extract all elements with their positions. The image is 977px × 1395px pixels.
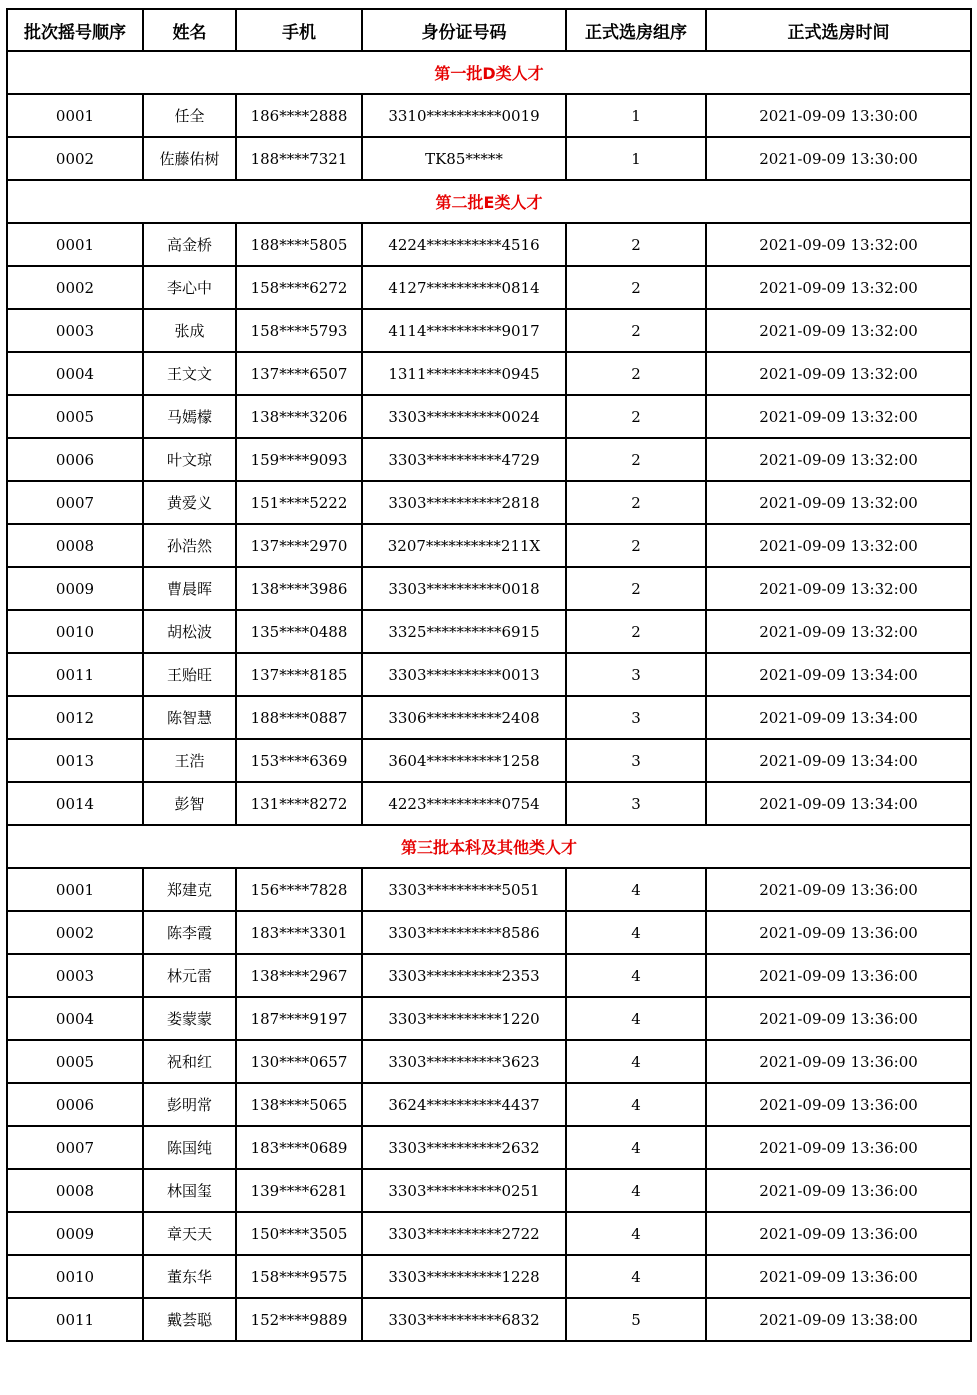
phone-cell: 135****0488 <box>236 610 362 653</box>
group-cell: 4 <box>566 1083 706 1126</box>
id-cell: 3303**********0024 <box>362 395 566 438</box>
phone-cell: 150****3505 <box>236 1212 362 1255</box>
time-cell: 2021-09-09 13:34:00 <box>706 653 971 696</box>
seq-cell: 0001 <box>7 868 143 911</box>
name-cell: 彭智 <box>143 782 236 825</box>
seq-cell: 0005 <box>7 1040 143 1083</box>
group-cell: 3 <box>566 739 706 782</box>
id-cell: 3325**********6915 <box>362 610 566 653</box>
table-row <box>7 137 971 180</box>
time-cell: 2021-09-09 13:36:00 <box>706 1169 971 1212</box>
group-cell: 2 <box>566 395 706 438</box>
table-row <box>7 1212 971 1255</box>
seq-cell: 0014 <box>7 782 143 825</box>
table-row <box>7 782 971 825</box>
name-cell: 马嫣檬 <box>143 395 236 438</box>
name-cell: 彭明常 <box>143 1083 236 1126</box>
name-cell: 王文文 <box>143 352 236 395</box>
phone-cell: 158****9575 <box>236 1255 362 1298</box>
table-row <box>7 94 971 137</box>
phone-cell: 137****6507 <box>236 352 362 395</box>
name-cell: 陈智慧 <box>143 696 236 739</box>
time-cell: 2021-09-09 13:36:00 <box>706 911 971 954</box>
id-cell: 3303**********2818 <box>362 481 566 524</box>
name-cell: 王贻旺 <box>143 653 236 696</box>
group-cell: 2 <box>566 223 706 266</box>
name-cell: 陈国纯 <box>143 1126 236 1169</box>
time-cell: 2021-09-09 13:32:00 <box>706 395 971 438</box>
id-cell: 3303**********2632 <box>362 1126 566 1169</box>
name-cell: 郑建克 <box>143 868 236 911</box>
time-cell: 2021-09-09 13:36:00 <box>706 1083 971 1126</box>
time-cell: 2021-09-09 13:34:00 <box>706 696 971 739</box>
time-cell: 2021-09-09 13:30:00 <box>706 94 971 137</box>
name-cell: 林国玺 <box>143 1169 236 1212</box>
group-cell: 2 <box>566 266 706 309</box>
seq-cell: 0012 <box>7 696 143 739</box>
name-cell: 娄蒙蒙 <box>143 997 236 1040</box>
id-cell: 3207**********211X <box>362 524 566 567</box>
table-row <box>7 395 971 438</box>
section-title: 第一批D类人才 <box>7 51 971 94</box>
group-cell: 3 <box>566 653 706 696</box>
table-row <box>7 438 971 481</box>
seq-cell: 0003 <box>7 954 143 997</box>
phone-cell: 156****7828 <box>236 868 362 911</box>
seq-cell: 0009 <box>7 567 143 610</box>
group-cell: 3 <box>566 696 706 739</box>
phone-cell: 152****9889 <box>236 1298 362 1341</box>
time-cell: 2021-09-09 13:32:00 <box>706 438 971 481</box>
name-cell: 董东华 <box>143 1255 236 1298</box>
phone-cell: 130****0657 <box>236 1040 362 1083</box>
time-cell: 2021-09-09 13:36:00 <box>706 1212 971 1255</box>
section-title: 第二批E类人才 <box>7 180 971 223</box>
table-row <box>7 1298 971 1341</box>
table-row <box>7 481 971 524</box>
table-row <box>7 868 971 911</box>
table-row <box>7 911 971 954</box>
phone-cell: 188****0887 <box>236 696 362 739</box>
group-cell: 2 <box>566 481 706 524</box>
seq-cell: 0008 <box>7 1169 143 1212</box>
phone-cell: 151****5222 <box>236 481 362 524</box>
name-cell: 孙浩然 <box>143 524 236 567</box>
seq-cell: 0002 <box>7 911 143 954</box>
group-cell: 4 <box>566 868 706 911</box>
time-cell: 2021-09-09 13:36:00 <box>706 1040 971 1083</box>
time-cell: 2021-09-09 13:36:00 <box>706 1126 971 1169</box>
phone-cell: 138****2967 <box>236 954 362 997</box>
table-row <box>7 739 971 782</box>
seq-cell: 0007 <box>7 1126 143 1169</box>
id-cell: 3310**********0019 <box>362 94 566 137</box>
seq-cell: 0009 <box>7 1212 143 1255</box>
phone-cell: 139****6281 <box>236 1169 362 1212</box>
group-cell: 4 <box>566 954 706 997</box>
section-header-row <box>7 825 971 868</box>
id-cell: 3303**********3623 <box>362 1040 566 1083</box>
seq-cell: 0001 <box>7 223 143 266</box>
group-cell: 2 <box>566 309 706 352</box>
table-row <box>7 653 971 696</box>
phone-cell: 158****5793 <box>236 309 362 352</box>
id-cell: 3303**********2722 <box>362 1212 566 1255</box>
phone-cell: 187****9197 <box>236 997 362 1040</box>
header-name: 姓名 <box>143 9 236 51</box>
seq-cell: 0001 <box>7 94 143 137</box>
header-phone: 手机 <box>236 9 362 51</box>
table-row <box>7 309 971 352</box>
name-cell: 林元雷 <box>143 954 236 997</box>
time-cell: 2021-09-09 13:32:00 <box>706 223 971 266</box>
group-cell: 4 <box>566 1212 706 1255</box>
seq-cell: 0003 <box>7 309 143 352</box>
time-cell: 2021-09-09 13:32:00 <box>706 352 971 395</box>
table-row <box>7 352 971 395</box>
id-cell: 4114**********9017 <box>362 309 566 352</box>
seq-cell: 0011 <box>7 653 143 696</box>
seq-cell: 0006 <box>7 1083 143 1126</box>
time-cell: 2021-09-09 13:36:00 <box>706 1255 971 1298</box>
table-row <box>7 1126 971 1169</box>
phone-cell: 137****2970 <box>236 524 362 567</box>
id-cell: 3303**********6832 <box>362 1298 566 1341</box>
table-row <box>7 1083 971 1126</box>
seq-cell: 0011 <box>7 1298 143 1341</box>
seq-cell: 0010 <box>7 1255 143 1298</box>
time-cell: 2021-09-09 13:38:00 <box>706 1298 971 1341</box>
name-cell: 张成 <box>143 309 236 352</box>
group-cell: 1 <box>566 94 706 137</box>
group-cell: 4 <box>566 1040 706 1083</box>
seq-cell: 0004 <box>7 352 143 395</box>
phone-cell: 138****5065 <box>236 1083 362 1126</box>
id-cell: 3303**********8586 <box>362 911 566 954</box>
phone-cell: 188****5805 <box>236 223 362 266</box>
name-cell: 戴荟聪 <box>143 1298 236 1341</box>
id-cell: TK85***** <box>362 137 566 180</box>
id-cell: 3303**********1220 <box>362 997 566 1040</box>
phone-cell: 186****2888 <box>236 94 362 137</box>
seq-cell: 0013 <box>7 739 143 782</box>
id-cell: 3303**********0018 <box>362 567 566 610</box>
phone-cell: 159****9093 <box>236 438 362 481</box>
time-cell: 2021-09-09 13:34:00 <box>706 739 971 782</box>
name-cell: 陈李霞 <box>143 911 236 954</box>
seq-cell: 0006 <box>7 438 143 481</box>
seq-cell: 0010 <box>7 610 143 653</box>
group-cell: 4 <box>566 911 706 954</box>
name-cell: 曹晨晖 <box>143 567 236 610</box>
name-cell: 黄爱义 <box>143 481 236 524</box>
id-cell: 4127**********0814 <box>362 266 566 309</box>
phone-cell: 131****8272 <box>236 782 362 825</box>
group-cell: 4 <box>566 1126 706 1169</box>
group-cell: 2 <box>566 438 706 481</box>
id-cell: 3303**********0013 <box>362 653 566 696</box>
group-cell: 5 <box>566 1298 706 1341</box>
table-row <box>7 610 971 653</box>
seq-cell: 0002 <box>7 137 143 180</box>
phone-cell: 138****3206 <box>236 395 362 438</box>
group-cell: 4 <box>566 1255 706 1298</box>
id-cell: 3303**********2353 <box>362 954 566 997</box>
name-cell: 胡松波 <box>143 610 236 653</box>
time-cell: 2021-09-09 13:32:00 <box>706 481 971 524</box>
name-cell: 佐藤佑树 <box>143 137 236 180</box>
id-cell: 3303**********5051 <box>362 868 566 911</box>
phone-cell: 137****8185 <box>236 653 362 696</box>
id-cell: 3604**********1258 <box>362 739 566 782</box>
name-cell: 王浩 <box>143 739 236 782</box>
group-cell: 4 <box>566 997 706 1040</box>
table-row <box>7 567 971 610</box>
table-row <box>7 524 971 567</box>
header-row <box>7 9 971 51</box>
id-cell: 3306**********2408 <box>362 696 566 739</box>
id-cell: 4224**********4516 <box>362 223 566 266</box>
table-row <box>7 266 971 309</box>
group-cell: 3 <box>566 782 706 825</box>
header-group: 正式选房组序 <box>566 9 706 51</box>
seq-cell: 0002 <box>7 266 143 309</box>
phone-cell: 158****6272 <box>236 266 362 309</box>
header-id: 身份证号码 <box>362 9 566 51</box>
group-cell: 2 <box>566 567 706 610</box>
table-body <box>7 51 971 1341</box>
time-cell: 2021-09-09 13:32:00 <box>706 567 971 610</box>
id-cell: 3303**********1228 <box>362 1255 566 1298</box>
table-row <box>7 954 971 997</box>
seq-cell: 0004 <box>7 997 143 1040</box>
name-cell: 高金桥 <box>143 223 236 266</box>
seq-cell: 0008 <box>7 524 143 567</box>
table-row <box>7 696 971 739</box>
group-cell: 1 <box>566 137 706 180</box>
table-row <box>7 997 971 1040</box>
id-cell: 3303**********0251 <box>362 1169 566 1212</box>
section-header-row <box>7 180 971 223</box>
name-cell: 李心中 <box>143 266 236 309</box>
phone-cell: 138****3986 <box>236 567 362 610</box>
group-cell: 2 <box>566 610 706 653</box>
name-cell: 叶文琼 <box>143 438 236 481</box>
lottery-result-table <box>6 8 972 1342</box>
header-seq: 批次摇号顺序 <box>7 9 143 51</box>
time-cell: 2021-09-09 13:36:00 <box>706 868 971 911</box>
name-cell: 祝和红 <box>143 1040 236 1083</box>
seq-cell: 0005 <box>7 395 143 438</box>
time-cell: 2021-09-09 13:30:00 <box>706 137 971 180</box>
name-cell: 章天天 <box>143 1212 236 1255</box>
group-cell: 2 <box>566 524 706 567</box>
time-cell: 2021-09-09 13:34:00 <box>706 782 971 825</box>
table-row <box>7 1255 971 1298</box>
phone-cell: 153****6369 <box>236 739 362 782</box>
time-cell: 2021-09-09 13:32:00 <box>706 610 971 653</box>
id-cell: 4223**********0754 <box>362 782 566 825</box>
group-cell: 2 <box>566 352 706 395</box>
phone-cell: 183****0689 <box>236 1126 362 1169</box>
section-title: 第三批本科及其他类人才 <box>7 825 971 868</box>
time-cell: 2021-09-09 13:36:00 <box>706 997 971 1040</box>
id-cell: 3303**********4729 <box>362 438 566 481</box>
time-cell: 2021-09-09 13:32:00 <box>706 266 971 309</box>
seq-cell: 0007 <box>7 481 143 524</box>
table-row <box>7 1169 971 1212</box>
time-cell: 2021-09-09 13:32:00 <box>706 524 971 567</box>
id-cell: 3624**********4437 <box>362 1083 566 1126</box>
name-cell: 任全 <box>143 94 236 137</box>
phone-cell: 183****3301 <box>236 911 362 954</box>
section-header-row <box>7 51 971 94</box>
time-cell: 2021-09-09 13:32:00 <box>706 309 971 352</box>
group-cell: 4 <box>566 1169 706 1212</box>
table-row <box>7 1040 971 1083</box>
time-cell: 2021-09-09 13:36:00 <box>706 954 971 997</box>
header-time: 正式选房时间 <box>706 9 971 51</box>
id-cell: 1311**********0945 <box>362 352 566 395</box>
phone-cell: 188****7321 <box>236 137 362 180</box>
table-row <box>7 223 971 266</box>
